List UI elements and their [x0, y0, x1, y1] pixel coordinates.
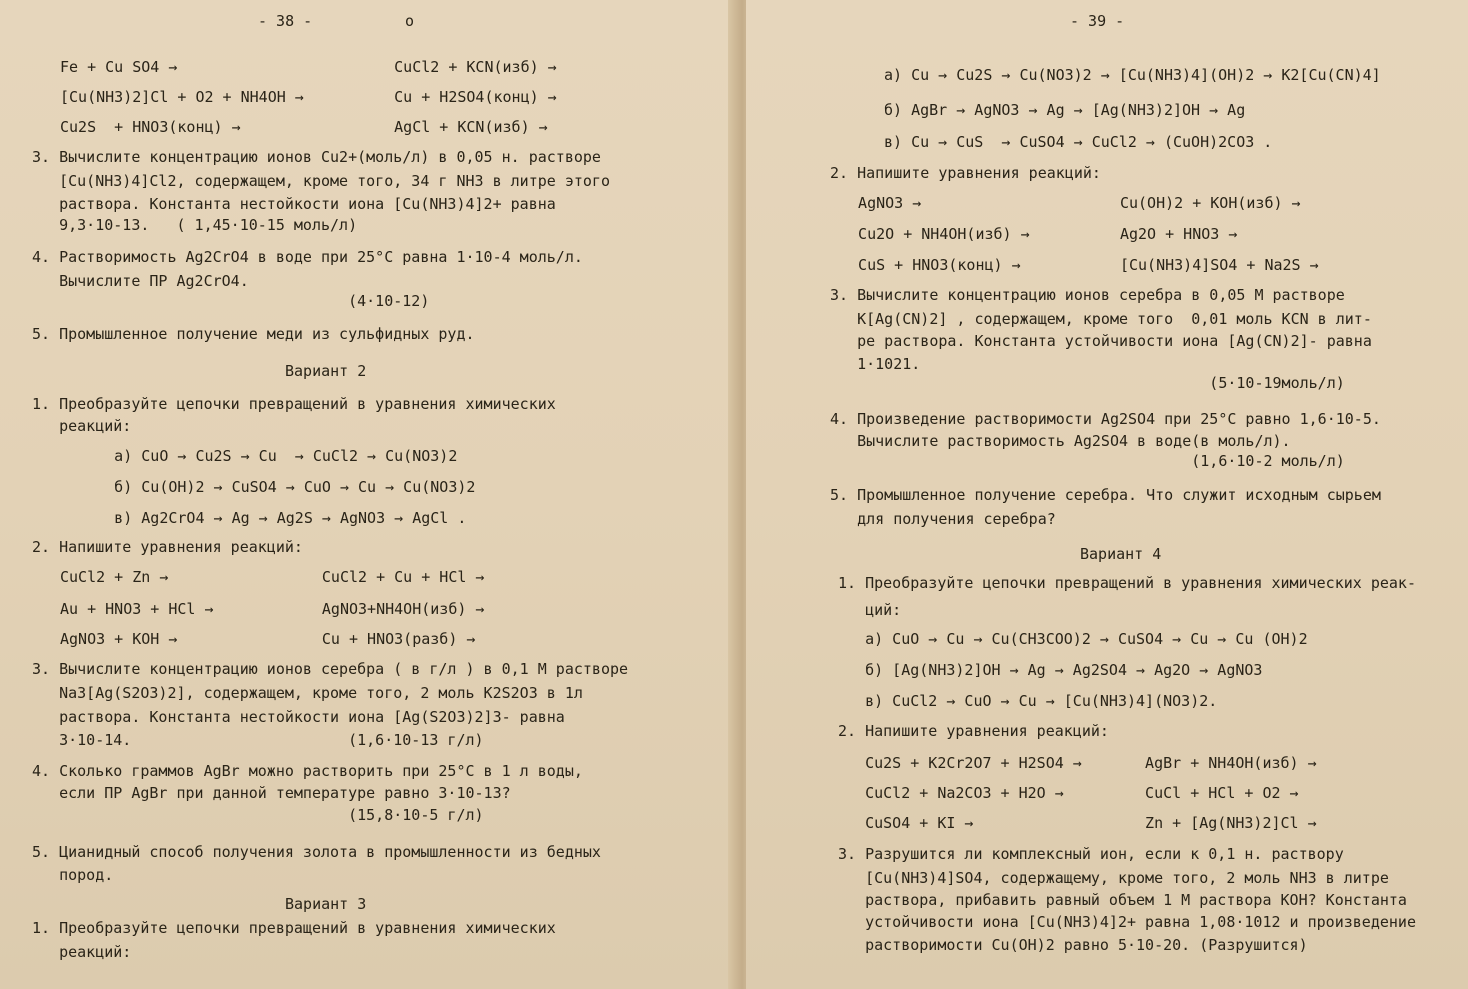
text-line: CuCl2 + Zn → CuCl2 + Cu + HCl → [60, 568, 485, 586]
text-line: 1. Преобразуйте цепочки превращений в уравнения химических [32, 395, 556, 413]
text-line: AgNO3 → Cu(OH)2 + KOH(изб) → [840, 194, 1301, 212]
text-line: 2. Напишите уравнения реакций: [830, 164, 1101, 182]
text-line: 5. Цианидный способ получения золота в промышленности из бедных [32, 843, 601, 861]
text-line: в) Cu → CuS → CuSO4 → CuCl2 → (CuOH)2CO3 . [884, 133, 1273, 151]
variant-heading: Вариант 3 [285, 895, 367, 913]
text-line: б) AgBr → AgNO3 → Ag → [Ag(NH3)2]OH → Ag [884, 101, 1246, 119]
text-line: 5. Промышленное получение серебра. Что служит исходным сырьем [830, 486, 1381, 504]
text-line: CuS + HNO3(конц) → [Cu(NH3)4]SO4 + Na2S → [840, 256, 1319, 274]
text-line: 4. Растворимость Ag2CrO4 в воде при 25°C равна 1·10-4 моль/л. [32, 248, 583, 266]
text-line: [Cu(NH3)4]Cl2, содержащем, кроме того, 34 г NH3 в литре этого [32, 172, 610, 190]
right-page [746, 0, 1468, 989]
text-line: 5. Промышленное получение меди из сульфидных руд. [32, 325, 475, 343]
text-line: в) Ag2CrO4 → Ag → Ag2S → AgNO3 → AgCl . [60, 509, 467, 527]
text-line: устойчивости иона [Cu(NH3)4]2+ равна 1,08·1012 и произведение [838, 913, 1416, 931]
text-line: Cu2S + HNO3(конц) → AgCl + KCN(изб) → [60, 118, 548, 136]
text-line: (4·10-12) [32, 292, 430, 310]
text-line: б) [Ag(NH3)2]OH → Ag → Ag2SO4 → Ag2O → AgNO3 [838, 661, 1263, 679]
text-line: 3·10-14. (1,6·10-13 г/л) [32, 731, 484, 749]
page-number-right: - 39 - [1070, 12, 1125, 30]
text-line: (15,8·10-5 г/л) [32, 806, 484, 824]
text-line: K[Ag(CN)2] , содержащем, кроме того 0,01 моль KCN в лит- [830, 310, 1372, 328]
text-line: CuSO4 + KI → Zn + [Ag(NH3)2]Cl → [838, 814, 1317, 832]
text-line: CuCl2 + Na2CO3 + H2O → CuCl + HCl + O2 → [838, 784, 1299, 802]
text-line: Вычислите растворимость Ag2SO4 в воде(в моль/л). [830, 432, 1291, 450]
page-mark: o [405, 12, 415, 30]
text-line: 9,3·10-13. ( 1,45·10-15 моль/л) [32, 216, 358, 234]
text-line: раствора. Константа нестойкости иона [Cu(NH3)4]2+ равна [32, 195, 556, 213]
text-line: Cu2S + K2Cr2O7 + H2SO4 → AgBr + NH4OH(изб) → [838, 754, 1317, 772]
text-line: 2. Напишите уравнения реакций: [838, 722, 1109, 740]
text-line: 1. Преобразуйте цепочки превращений в уравнения химических реак- [838, 574, 1416, 592]
text-line: 3. Вычислите концентрацию ионов Cu2+(моль/л) в 0,05 н. растворе [32, 148, 601, 166]
text-line: 3. Вычислите концентрацию ионов серебра в 0,05 М растворе [830, 286, 1345, 304]
text-line: Fe + Cu SO4 → CuCl2 + KCN(изб) → [60, 58, 557, 76]
text-line: если ПР AgBr при данной температуре равно 3·10-13? [32, 784, 511, 802]
text-line: а) Cu → Cu2S → Cu(NO3)2 → [Cu(NH3)4](OH)2 → K2[Cu(CN)4] [884, 66, 1381, 84]
text-line: 3. Разрушится ли комплексный ион, если к 0,1 н. раствору [838, 845, 1344, 863]
text-line: 1·1021. [830, 355, 921, 373]
text-line: а) CuO → Cu2S → Cu → CuCl2 → Cu(NO3)2 [60, 447, 458, 465]
text-line: 1. Преобразуйте цепочки превращений в уравнения химических [32, 919, 556, 937]
text-line: растворимости Cu(OH)2 равно 5·10-20. (Разрушится) [838, 936, 1308, 954]
text-line: раствора, прибавить равный объем 1 М раствора KOH? Константа [838, 891, 1407, 909]
text-line: Au + HNO3 + HCl → AgNO3+NH4OH(изб) → [60, 600, 485, 618]
text-line: раствора. Константа нестойкости иона [Ag(S2O3)2]3- равна [32, 708, 565, 726]
text-line: [Cu(NH3)4]SO4, содержащему, кроме того, 2 моль NH3 в литре [838, 869, 1389, 887]
text-line: AgNO3 + KOH → Cu + HNO3(разб) → [60, 630, 476, 648]
text-line: ре раствора. Константа устойчивости иона [Ag(CN)2]- равна [830, 332, 1372, 350]
text-line: а) CuO → Cu → Cu(CH3COO)2 → CuSO4 → Cu → Cu (OH)2 [838, 630, 1308, 648]
text-line: 4. Сколько граммов AgBr можно растворить при 25°C в 1 л воды, [32, 762, 583, 780]
text-line: реакций: [32, 417, 132, 435]
text-line: пород. [32, 866, 114, 884]
text-line: реакций: [32, 943, 132, 961]
page-number-left: - 38 - [258, 12, 313, 30]
text-line: [Cu(NH3)2]Cl + O2 + NH4OH → Cu + H2SO4(конц) → [60, 88, 557, 106]
text-line: ций: [838, 601, 902, 619]
text-line: б) Cu(OH)2 → CuSO4 → CuO → Cu → Cu(NO3)2 [60, 478, 476, 496]
text-line: в) CuCl2 → CuO → Cu → [Cu(NH3)4](NO3)2. [838, 692, 1218, 710]
variant-heading: Вариант 2 [285, 362, 367, 380]
text-line: для получения серебра? [830, 510, 1056, 528]
text-line: 4. Произведение растворимости Ag2SO4 при 25°C равно 1,6·10-5. [830, 410, 1381, 428]
text-line: (5·10-19моль/л) [830, 374, 1345, 392]
text-line: 2. Напишите уравнения реакций: [32, 538, 303, 556]
text-line: Cu2O + NH4OH(изб) → Ag2O + HNO3 → [840, 225, 1238, 243]
variant-heading: Вариант 4 [1080, 545, 1162, 563]
text-line: Na3[Ag(S2O3)2], содержащем, кроме того, 2 моль K2S2O3 в 1л [32, 684, 583, 702]
text-line: Вычислите ПР Ag2CrO4. [32, 272, 249, 290]
text-line: 3. Вычислите концентрацию ионов серебра ( в г/л ) в 0,1 М растворе [32, 660, 629, 678]
text-line: (1,6·10-2 моль/л) [830, 452, 1345, 470]
